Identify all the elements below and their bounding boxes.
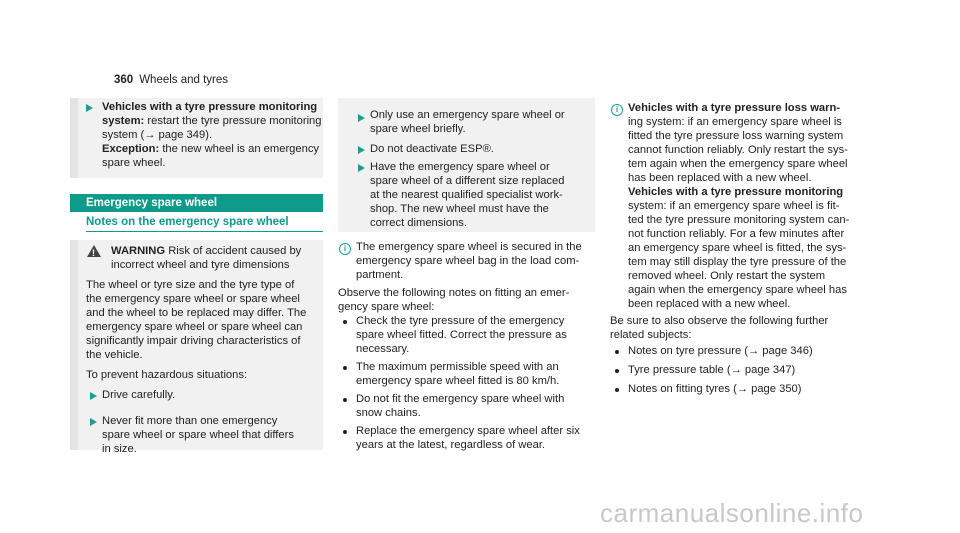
link-tyre-pressure[interactable]: Notes on tyre pressure (→ page 346) (628, 345, 813, 357)
step-brief-use-2: spare wheel briefly. (370, 123, 466, 135)
step-esp: Do not deactivate ESP®. (370, 143, 494, 155)
bullet-3-line-2: snow chains. (356, 407, 421, 419)
link-fitting-tyres[interactable]: Notes on fitting tyres (→ page 350) (628, 383, 802, 395)
step-arrow-icon (90, 418, 97, 426)
bullet-dot (343, 398, 347, 402)
step-replace-2: spare wheel of a different size replaced (370, 175, 565, 187)
step-replace-1: Have the emergency spare wheel or (370, 161, 550, 173)
also-observe-2: related subjects: (610, 329, 692, 341)
info-icon: i (339, 243, 351, 255)
link-tyre-pressure-table[interactable]: Tyre pressure table (→ page 347) (628, 364, 796, 376)
prevent-text: To prevent hazardous situations: (86, 369, 248, 381)
step-replace-4: shop. The new wheel must have the (370, 203, 549, 215)
note-line-2: emergency spare wheel bag in the load com- (356, 255, 580, 267)
info3-line-8: system: if an emergency spare wheel is fit- (628, 200, 840, 212)
observe-line-2: gency spare wheel: (338, 301, 435, 313)
bullet-3-line-1: Do not fit the emergency spare wheel with (356, 393, 565, 405)
tpms-text: restart the tyre pressure monitoring (147, 115, 322, 127)
warning-body-1: The wheel or tyre size and the tyre type of (86, 279, 295, 291)
bullet-dot (615, 369, 619, 373)
bullet-2-line-2: emergency spare wheel fitted is 80 km/h. (356, 375, 560, 387)
info3-line-13: removed wheel. Only restart the system (628, 270, 826, 282)
step-drive-carefully: Drive carefully. (102, 389, 176, 401)
info3-line-6: has been replaced with a new wheel. (628, 172, 812, 184)
info3-line-9: ted the tyre pressure monitoring system can- (628, 214, 850, 226)
warning-label: WARNING (111, 245, 166, 257)
bullet-1-line-3: necessary. (356, 343, 410, 355)
info3-line-2: ing system: if an emergency spare wheel is (628, 116, 842, 128)
step-brief-use-1: Only use an emergency spare wheel or (370, 109, 565, 121)
bullet-1-line-2: spare wheel fitted. Correct the pressure as (356, 329, 567, 341)
bullet-2-line-1: The maximum permissible speed with an (356, 361, 559, 373)
info3-line-4: cannot function reliably. Only restart the sys- (628, 144, 848, 156)
tpms-step-block (70, 98, 323, 178)
step-one-spare-1: Never fit more than one emergency (102, 415, 278, 427)
note-line-3: partment. (356, 269, 404, 281)
page-number: 360 (114, 74, 134, 86)
step-arrow-icon (358, 164, 365, 172)
tpms-page-link[interactable]: system (→ page 349). (102, 129, 213, 141)
page-header (114, 73, 228, 87)
warning-body-3: and the wheel to be replaced may differ. The (86, 307, 307, 319)
info3-line-12: tem may still display the tyre pressure of the (628, 256, 847, 268)
warning-body-5: significantly impair driving characteristics of (86, 335, 301, 347)
info3-line-5: tem again when the emergency spare wheel (628, 158, 848, 170)
warning-text-1: Risk of accident caused by (168, 245, 302, 257)
bullet-4-line-1: Replace the emergency spare wheel after six (356, 425, 580, 437)
steps-continued-block (338, 98, 595, 232)
bullet-dot (615, 388, 619, 392)
warning-text-2: incorrect wheel and tyre dimensions (111, 259, 290, 271)
tpms-label: system: (102, 115, 145, 127)
bullet-4-line-2: years at the latest, regardless of wear. (356, 439, 546, 451)
info3-line-7: Vehicles with a tyre pressure monitoring (628, 186, 844, 198)
step-arrow-icon (358, 114, 365, 122)
bullet-dot (343, 366, 347, 370)
info3-line-3: fitted the tyre pressure loss warning system (628, 130, 844, 142)
info3-line-14: again when the emergency spare wheel has (628, 284, 847, 296)
step-replace-5: correct dimensions. (370, 217, 467, 229)
watermark: carmanualsonline.info (600, 498, 864, 528)
step-replace-3: at the nearest qualified specialist work- (370, 189, 563, 201)
chapter-title: Wheels and tyres (139, 74, 229, 86)
warning-body-2: the emergency spare wheel or spare wheel (86, 293, 300, 305)
info3-line-11: an emergency spare wheel is fitted, the sys- (628, 242, 847, 254)
bullet-dot (343, 430, 347, 434)
also-observe-1: Be sure to also observe the following further (610, 315, 829, 327)
observe-line-1: Observe the following notes on fitting an emer- (338, 287, 570, 299)
info3-line-15: been replaced with a new wheel. (628, 298, 791, 310)
subsection-heading: Notes on the emergency spare wheel (86, 215, 323, 232)
bullet-dot (343, 320, 347, 324)
tpms-heading: Vehicles with a tyre pressure monitoring (102, 101, 318, 113)
exception-text: the new wheel is an emergency (162, 143, 320, 155)
info-icon: i (611, 104, 623, 116)
info3-line-10: not function reliably. For a few minutes after (628, 228, 845, 240)
step-one-spare-2: spare wheel or spare wheel that differs (102, 429, 294, 441)
warning-body-4: emergency spare wheel or spare wheel can (86, 321, 303, 333)
info3-line-1: Vehicles with a tyre pressure loss warn- (628, 102, 841, 114)
section-heading: Emergency spare wheel (70, 194, 323, 212)
step-arrow-icon (90, 392, 97, 400)
bullet-dot (615, 350, 619, 354)
exception-text-2: spare wheel. (102, 157, 166, 169)
warning-body-6: the vehicle. (86, 349, 143, 361)
exception-label: Exception: (102, 143, 160, 155)
warning-block (70, 240, 323, 450)
step-arrow-icon (86, 104, 93, 112)
bullet-1-line-1: Check the tyre pressure of the emergency (356, 315, 565, 327)
note-line-1: The emergency spare wheel is secured in the (356, 241, 582, 253)
step-one-spare-3: in size. (102, 443, 137, 455)
warning-icon (87, 245, 101, 257)
step-arrow-icon (358, 146, 365, 154)
